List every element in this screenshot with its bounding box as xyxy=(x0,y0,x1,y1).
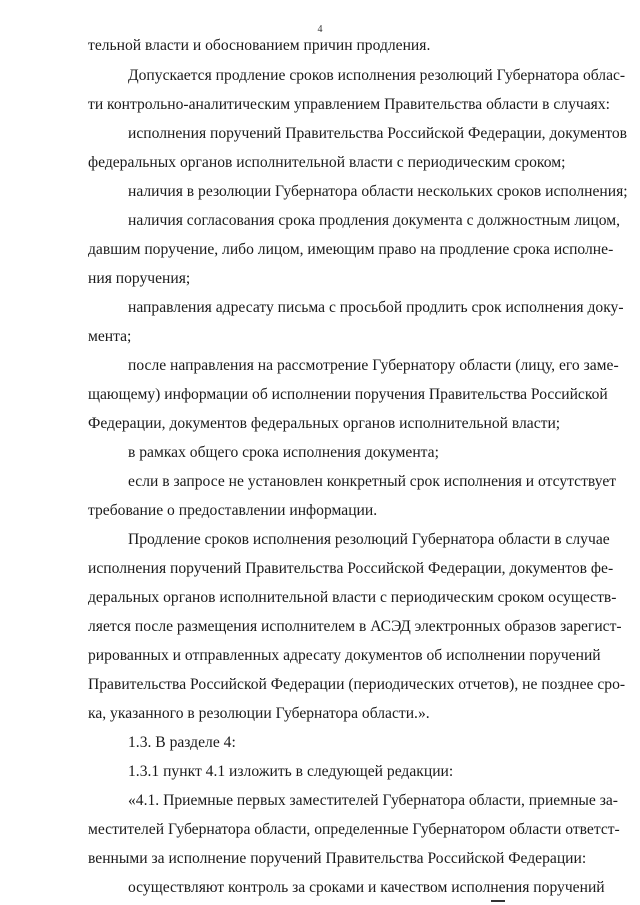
text-line: Правительства Российской Федерации (периодических отчетов), не позднее сро- xyxy=(88,676,626,693)
text-line: Допускается продление сроков исполнения резолюций Губернатора облас- xyxy=(128,67,626,84)
text-line: после направления на рассмотрение Губернатору области (лицу, его заме- xyxy=(128,357,619,374)
text-line: федеральных органов исполнительной власти с периодическим сроком; xyxy=(88,154,566,171)
text-line: ка, указанного в резолюции Губернатора области.». xyxy=(88,705,430,722)
text-line: венными за исполнение поручений Правительства Российской Федерации: xyxy=(88,850,587,867)
text-line: наличия согласования срока продления документа с должностным лицом, xyxy=(128,212,621,229)
text-line: Федерации, документов федеральных органов исполнительной власти; xyxy=(88,415,561,432)
text-line: мента; xyxy=(88,328,132,345)
text-line: в рамках общего срока исполнения документа; xyxy=(128,444,439,461)
text-line: 1.3. В разделе 4: xyxy=(128,734,236,751)
text-line: ния поручения; xyxy=(88,270,191,287)
text-line: ти контрольно-аналитическим управлением Правительства области в случаях: xyxy=(88,96,610,113)
text-line: ляется после размещения исполнителем в АСЭД электронных образов зарегист- xyxy=(88,618,622,635)
text-line: деральных органов исполнительной власти с периодическим сроком осуществ- xyxy=(88,589,617,606)
text-line: Продление сроков исполнения резолюций Губернатора области в случае xyxy=(128,531,610,548)
text-line: 1.3.1 пункт 4.1 изложить в следующей редакции: xyxy=(128,763,454,780)
text-line: щающему) информации об исполнении поручения Правительства Российской xyxy=(88,386,608,403)
scan-mark xyxy=(491,900,505,902)
text-line: рированных и отправленных адресату документов об исполнении поручений xyxy=(88,647,601,664)
text-line: осуществляют контроль за сроками и качеством исполнения поручений xyxy=(128,879,605,896)
text-line: «4.1. Приемные первых заместителей Губернатора области, приемные за- xyxy=(128,792,618,809)
text-line: местителей Губернатора области, определенные Губернатором области ответст- xyxy=(88,821,620,838)
text-line: если в запросе не установлен конкретный срок исполнения и отсутствует xyxy=(128,473,617,490)
text-line: давшим поручение, либо лицом, имеющим право на продление срока исполне- xyxy=(88,241,614,258)
text-line: направления адресату письма с просьбой продлить срок исполнения доку- xyxy=(128,299,624,316)
text-line: требование о предоставлении информации. xyxy=(88,502,378,519)
text-line: тельной власти и обоснованием причин продления. xyxy=(88,37,431,54)
text-line: исполнения поручений Правительства Российской Федерации, документов фе- xyxy=(88,560,614,577)
text-line: наличия в резолюции Губернатора области нескольких сроков исполнения; xyxy=(128,183,628,200)
text-line: исполнения поручений Правительства Российской Федерации, документов xyxy=(128,125,628,142)
page-number: 4 xyxy=(317,24,323,35)
